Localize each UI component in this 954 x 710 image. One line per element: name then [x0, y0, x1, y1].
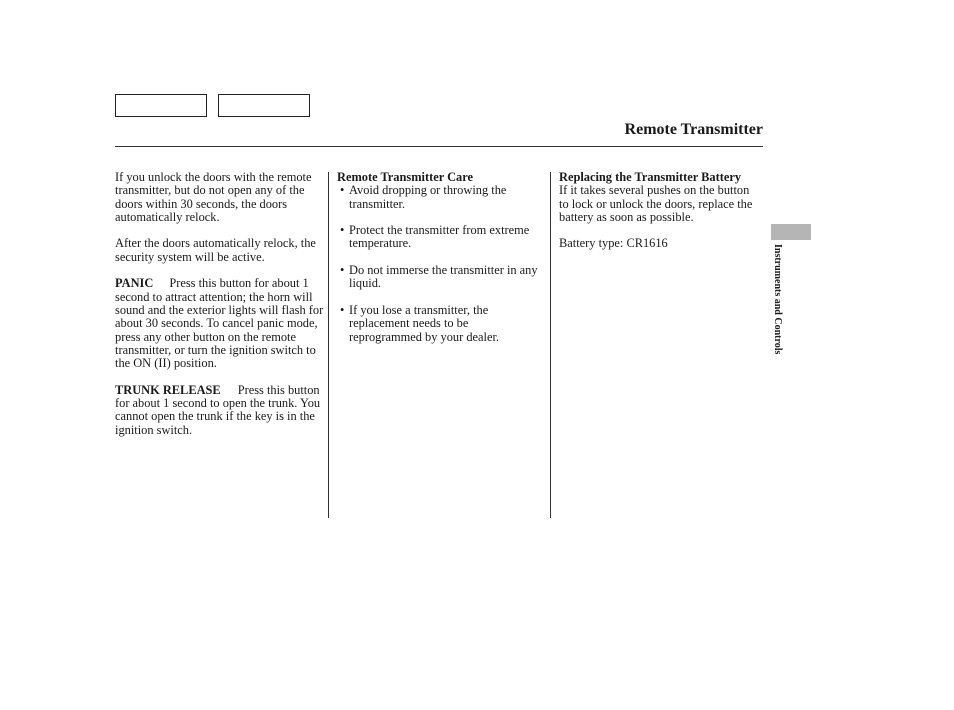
- security-active-paragraph: After the doors automatically relock, the security system will be active.: [115, 236, 316, 264]
- section-label: Instruments and Controls: [772, 244, 783, 355]
- care-list: [337, 184, 542, 344]
- trunk-release-label: TRUNK RELEASE: [115, 382, 221, 397]
- battery-type-text: Battery type: CR1616: [559, 236, 668, 251]
- relock-paragraph: If you unlock the doors with the remote transmitter, but do not open any of the doors within 30 seconds, the doors automatically relock.: [115, 170, 312, 224]
- column-security-info: [115, 171, 325, 450]
- header-divider: [115, 146, 763, 147]
- section-tab: [771, 224, 811, 240]
- column-transmitter-care: [337, 171, 542, 357]
- list-item: [337, 264, 542, 291]
- column-battery-replacement: [559, 171, 759, 264]
- column-divider: [328, 172, 329, 518]
- main-menu-button[interactable]: [115, 94, 207, 117]
- transmitter-care-heading: Remote Transmitter Care: [337, 170, 474, 184]
- list-item: [337, 184, 542, 211]
- trunk-release-text: Press this button for about 1 second to open the trunk. You cannot open the trunk if the key is in the ignition switch.: [115, 382, 321, 437]
- panic-paragraph: [115, 277, 325, 370]
- panic-text: Press this button for about 1 second to attract attention; the horn will sound and the exterior lights will flash for about 30 seconds. To cancel panic mode, press any other button on the remote transmitter, or turn the ignition switch to the ON (II) position.: [115, 276, 324, 371]
- list-item: [337, 224, 542, 251]
- list-item-text: Do not immerse the transmitter in any liquid.: [349, 263, 538, 291]
- panic-label: PANIC: [115, 276, 154, 291]
- trunk-release-paragraph: [115, 384, 325, 437]
- list-item-text: If you lose a transmitter, the replacement needs to be reprogrammed by your dealer.: [349, 302, 500, 344]
- list-item-text: Avoid dropping or throwing the transmitter.: [349, 183, 507, 211]
- bullet-icon: •: [340, 263, 345, 278]
- bullet-icon: •: [340, 223, 345, 238]
- battery-replacement-paragraph: If it takes several pushes on the button to lock or unlock the doors, replace the battery as soon as possible.: [559, 183, 753, 224]
- battery-replacement-heading: Replacing the Transmitter Battery: [559, 170, 742, 184]
- bullet-icon: •: [340, 183, 345, 198]
- list-item: [337, 304, 542, 344]
- list-item-text: Protect the transmitter from extreme temperature.: [349, 223, 530, 251]
- bullet-icon: •: [340, 302, 345, 317]
- table-of-contents-button[interactable]: [218, 94, 310, 117]
- column-divider: [550, 172, 551, 518]
- page-title: Remote Transmitter: [624, 121, 763, 138]
